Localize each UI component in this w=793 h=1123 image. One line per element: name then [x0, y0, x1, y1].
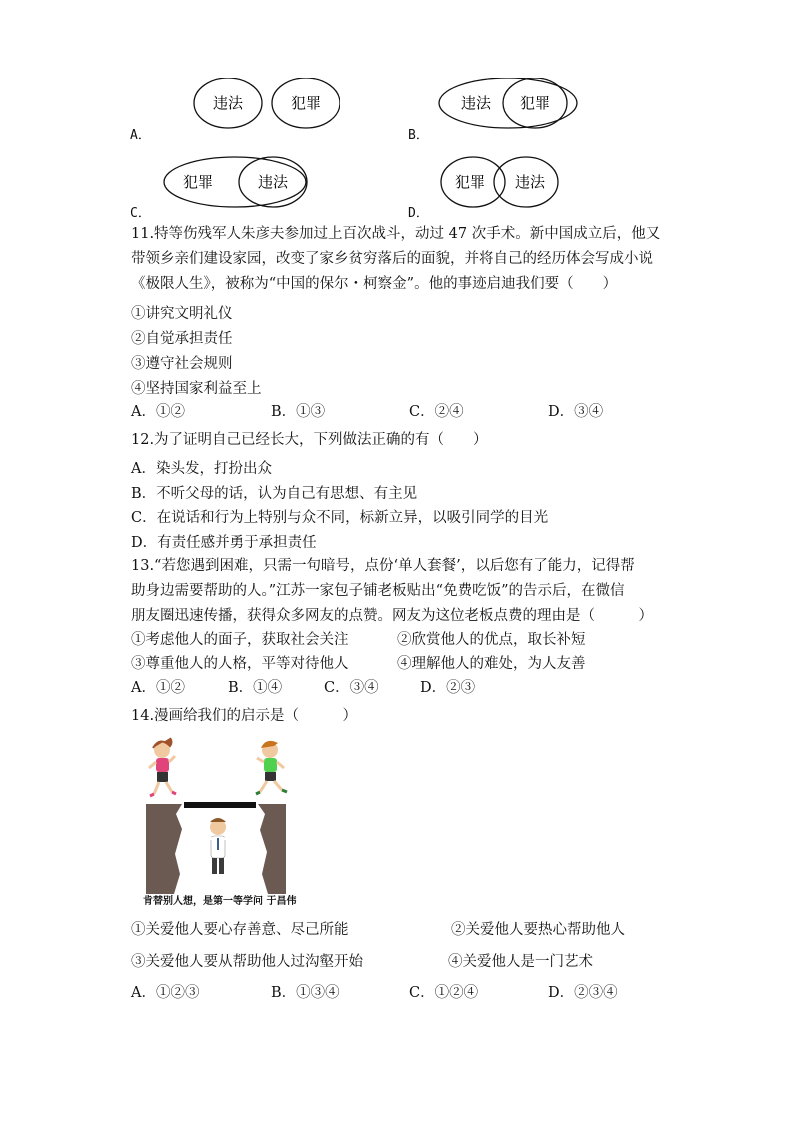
statement-item: ③关爱他人要从帮助他人过沟壑开始 — [131, 954, 363, 970]
question-stem-line: 助身边需要帮助的人。”江苏一家包子铺老板贴出“免费吃饭”的告示后，在微信 — [131, 583, 625, 599]
choice-b[interactable]: B．①③ — [271, 404, 326, 420]
statement-item: ④理解他人的难处，为人友善 — [397, 656, 586, 672]
cartoon-image — [140, 734, 300, 912]
circle-label: 违法 — [514, 173, 546, 191]
choice-a[interactable]: A．①② — [131, 680, 185, 696]
q10-option-a — [130, 78, 330, 143]
q10-option-b — [408, 78, 608, 143]
choice-c[interactable]: C．①②④ — [409, 985, 479, 1001]
statement-item: ②自觉承担责任 — [131, 331, 233, 347]
statement-item: ①讲究文明礼仪 — [131, 306, 233, 322]
choice-d[interactable]: D．③④ — [548, 404, 604, 420]
question-stem-line: 朋友圈迅速传播，获得众多网友的点赞。网友为这位老板点费的理由是（ ） — [131, 608, 653, 624]
choice-b[interactable]: B．不听父母的话，认为自己有思想、有主见 — [131, 486, 418, 502]
statement-item: ④关爱他人是一门艺术 — [448, 954, 593, 970]
choice-d[interactable]: D．有责任感并勇于承担责任 — [131, 535, 317, 551]
question-stem: 14.漫画给我们的启示是（ ） — [131, 708, 358, 724]
question-stem: 12.为了证明自己已经长大，下列做法正确的有（ ） — [131, 432, 488, 448]
choice-c[interactable]: C．③④ — [324, 680, 379, 696]
choice-b[interactable]: B．①③④ — [271, 985, 340, 1001]
choice-b[interactable]: B．①④ — [228, 680, 283, 696]
circle-label: 犯罪 — [519, 94, 551, 112]
left-cliff — [146, 804, 182, 894]
bridge-plank — [184, 802, 256, 808]
circle-label: 违法 — [460, 94, 492, 112]
man-figure — [207, 818, 229, 874]
choice-c[interactable]: C．在说话和行为上特别与众不同，标新立异，以吸引同学的目光 — [131, 510, 549, 526]
venn-overlap-diagram — [438, 156, 568, 212]
choice-c[interactable]: C．②④ — [409, 404, 464, 420]
cartoon-caption: 肯替别人想，是第一等学问 于昌伟 — [143, 896, 297, 907]
choice-a[interactable]: A．①②③ — [131, 985, 200, 1001]
q10-option-c — [130, 156, 330, 221]
statement-item: ②关爱他人要热心帮助他人 — [451, 922, 625, 938]
circle-label: 犯罪 — [290, 94, 322, 112]
statement-item: ①考虑他人的面子，获取社会关注 — [131, 632, 349, 648]
circle-label: 违法 — [212, 94, 244, 112]
statement-item: ②欣赏他人的优点，取长补短 — [397, 632, 586, 648]
circle-label: 犯罪 — [454, 173, 486, 191]
choice-d[interactable]: D．②③④ — [548, 985, 618, 1001]
q10-option-d — [408, 156, 608, 221]
circle-label: 犯罪 — [182, 173, 214, 191]
statement-item: ③遵守社会规则 — [131, 356, 233, 372]
choice-a[interactable]: A．染头发，打扮出众 — [131, 461, 272, 477]
choice-a[interactable]: A．①② — [131, 404, 185, 420]
cartoon-illustration — [140, 734, 300, 912]
question-stem-line: 13.“若您遇到困难，只需一句暗号，点份‘单人套餐’，以后您有了能力，记得帮 — [131, 558, 635, 574]
venn-nested-diagram — [160, 156, 320, 212]
circle-label: 违法 — [257, 173, 289, 191]
choice-d[interactable]: D．②③ — [420, 680, 476, 696]
statement-item: ③尊重他人的人格，平等对待他人 — [131, 656, 349, 672]
venn-separate-diagram — [160, 78, 340, 134]
option-label: C． — [130, 206, 151, 221]
statement-item: ④坚持国家利益至上 — [131, 381, 262, 397]
question-stem-line: 带领乡亲们建设家园，改变了家乡贫穷落后的面貌，并将自己的经历体会写成小说 — [131, 251, 653, 267]
option-label: B． — [408, 128, 429, 143]
venn-nested-diagram — [438, 78, 588, 134]
option-label: A． — [130, 128, 151, 143]
statement-item: ①关爱他人要心存善意、尽己所能 — [131, 922, 349, 938]
right-cliff — [258, 804, 286, 894]
boy-figure — [256, 741, 287, 794]
question-stem-line: 11.特等伤残军人朱彦夫参加过上百次战斗，动过 47 次手术。新中国成立后，他又 — [131, 226, 661, 242]
girl-figure — [149, 738, 176, 796]
question-stem-line: 《极限人生》，被称为“中国的保尔・柯察金”。他的事迹启迪我们要（ ） — [131, 276, 618, 292]
option-label: D． — [408, 206, 429, 221]
